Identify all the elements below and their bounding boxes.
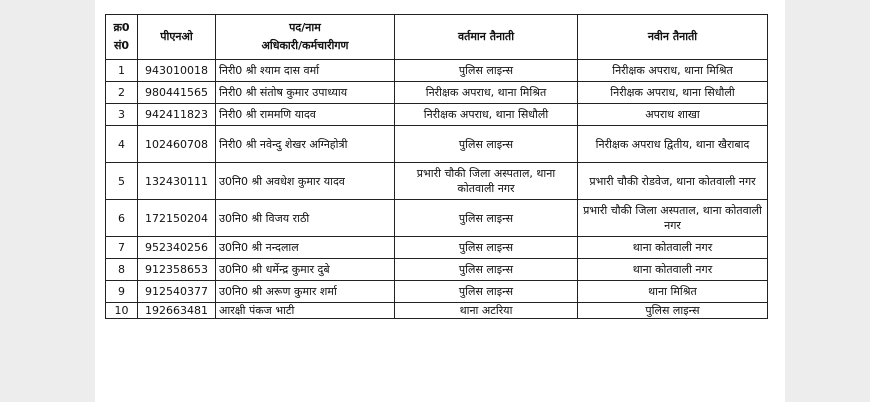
row-sno: 1 <box>106 60 138 82</box>
header-name: पद/नाम अधिकारी/कर्मचारीगण <box>216 15 395 60</box>
row-new-posting: प्रभारी चौकी रोडवेज, थाना कोतवाली नगर <box>578 163 768 200</box>
header-sno: क्र0 सं0 <box>106 15 138 60</box>
row-name: उ0नि0 श्री अरूण कुमार शर्मा <box>216 281 395 303</box>
row-current-posting: प्रभारी चौकी जिला अस्पताल, थाना कोतवाली नगर <box>395 163 578 200</box>
row-current-posting: पुलिस लाइन्स <box>395 126 578 163</box>
row-pno: 102460708 <box>138 126 216 163</box>
table-row <box>106 281 768 303</box>
header-current-posting: वर्तमान तैनाती <box>395 15 578 60</box>
table-row <box>106 163 768 200</box>
row-name: उ0नि0 श्री अवधेश कुमार यादव <box>216 163 395 200</box>
table-row <box>106 104 768 126</box>
row-sno: 8 <box>106 259 138 281</box>
row-new-posting: थाना कोतवाली नगर <box>578 237 768 259</box>
row-sno: 10 <box>106 303 138 319</box>
table-header-row <box>106 15 768 60</box>
row-sno: 6 <box>106 200 138 237</box>
row-new-posting: निरीक्षक अपराध द्वितीय, थाना खैराबाद <box>578 126 768 163</box>
row-name: उ0नि0 श्री विजय राठी <box>216 200 395 237</box>
row-name: निरी0 श्री राममणि यादव <box>216 104 395 126</box>
row-pno: 980441565 <box>138 82 216 104</box>
row-sno: 9 <box>106 281 138 303</box>
row-name: निरी0 श्री नवेन्दु शेखर अग्निहोत्री <box>216 126 395 163</box>
row-pno: 952340256 <box>138 237 216 259</box>
row-pno: 912540377 <box>138 281 216 303</box>
row-new-posting: थाना मिश्रित <box>578 281 768 303</box>
row-current-posting: पुलिस लाइन्स <box>395 237 578 259</box>
row-new-posting: पुलिस लाइन्स <box>578 303 768 319</box>
row-sno: 5 <box>106 163 138 200</box>
row-current-posting: पुलिस लाइन्स <box>395 200 578 237</box>
table-row <box>106 303 768 319</box>
header-new-posting: नवीन तैनाती <box>578 15 768 60</box>
row-pno: 132430111 <box>138 163 216 200</box>
row-sno: 4 <box>106 126 138 163</box>
row-current-posting: पुलिस लाइन्स <box>395 60 578 82</box>
row-pno: 192663481 <box>138 303 216 319</box>
posting-table <box>105 14 768 319</box>
row-new-posting: प्रभारी चौकी जिला अस्पताल, थाना कोतवाली नगर <box>578 200 768 237</box>
row-new-posting: अपराध शाखा <box>578 104 768 126</box>
row-new-posting: निरीक्षक अपराध, थाना सिधौली <box>578 82 768 104</box>
row-pno: 172150204 <box>138 200 216 237</box>
row-current-posting: निरीक्षक अपराध, थाना सिधौली <box>395 104 578 126</box>
table-row <box>106 259 768 281</box>
row-pno: 943010018 <box>138 60 216 82</box>
row-pno: 912358653 <box>138 259 216 281</box>
row-sno: 2 <box>106 82 138 104</box>
table-row <box>106 82 768 104</box>
row-name: उ0नि0 श्री धर्मेन्द्र कुमार दुबे <box>216 259 395 281</box>
row-sno: 3 <box>106 104 138 126</box>
row-current-posting: पुलिस लाइन्स <box>395 281 578 303</box>
row-sno: 7 <box>106 237 138 259</box>
row-current-posting: थाना अटरिया <box>395 303 578 319</box>
table-row <box>106 60 768 82</box>
row-name: निरी0 श्री श्याम दास वर्मा <box>216 60 395 82</box>
row-current-posting: पुलिस लाइन्स <box>395 259 578 281</box>
row-name: आरक्षी पंकज भाटी <box>216 303 395 319</box>
row-name: निरी0 श्री संतोष कुमार उपाध्याय <box>216 82 395 104</box>
table-row <box>106 237 768 259</box>
header-pno: पीएनओ <box>138 15 216 60</box>
row-current-posting: निरीक्षक अपराध, थाना मिश्रित <box>395 82 578 104</box>
row-new-posting: थाना कोतवाली नगर <box>578 259 768 281</box>
row-new-posting: निरीक्षक अपराध, थाना मिश्रित <box>578 60 768 82</box>
row-name: उ0नि0 श्री नन्दलाल <box>216 237 395 259</box>
table-row <box>106 126 768 163</box>
table-row <box>106 200 768 237</box>
row-pno: 942411823 <box>138 104 216 126</box>
